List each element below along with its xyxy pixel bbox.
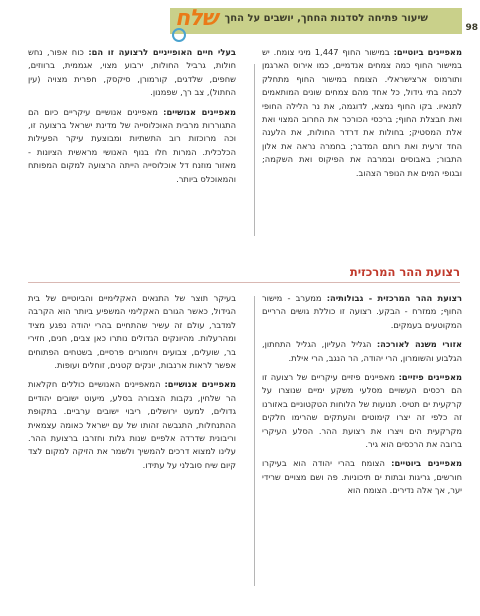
column-right-bottom [262, 292, 462, 504]
paragraph-text: המאפיינים האנושיים כוללים חקלאות הר שלחין, נקבות הצבורה בסלע, מיעוט ישובים יהודיים גדולים, למעט ירושלים, ריבוי ישובים ערביים. בתקופת ההתנחלות, התגבשה זהותו של עם ישראל כאומה עצמאית וריבונית שדרדה אלפיים שנות גלות וחזרבו ברצועת ההר. עלינו למצוא דרכים להמשיך ולשמר את הזיקה למקום לצד קיום שיח סובלני על עתידו. [28, 379, 236, 470]
paragraph-text: מאפיינים אנושיים עיקריים כיום הם התגוררות מרבית האוכלוסייה של מדינת ישראל ברצועה זו, וכה מרוכזות רוב התשתיות ומבוצעת עיקר הפעילות הכלכלית. המרות חלו בנוף האנושי מראשית הציונות - מאזור מוזנח דל אוכלוסייה הייתה הרצועה למקום המפותח והמאוכלס ביותר. [28, 106, 236, 184]
paragraph [262, 371, 462, 451]
publisher-logo [170, 2, 225, 40]
paragraph-text: במישור החוף 1,447 מיני צומח. יש במישור החוף כמה צמחים אנדמיים, כמו אירוס הארגמן ותורמוס ארצישראלי. הצומח במישור החוף מתחלק לכמה בתי גידול, כל אחד מהם צמחים שונים המותאמים לתנאיו. בקו החוף נמצא, לדוגמה, את נר הלילה החופי ואת חבצלת החוף; ברכסי הכורכר את החרוב המצוי ואת אלת המסטיק; בחולות את דרדר החולות, את הלענה החד זרעית ואת רותם המדבר; בחמרה נראה את אלון התבור; באבוסים ובמרבה את הפיקוס ואת השקמה; ובגופי המים את הנופר הצהוב. [262, 47, 462, 178]
paragraph-text: הצומח בהרי יהודה הוא בעיקרו חורשים, גריגות ובתות ים תיכוניות. פה ושם מצויים שרידי יער, אך אלה נדירים. הצומח הוא [262, 458, 462, 496]
paragraph-lead: מאפיינים ביוטיים: [393, 47, 462, 57]
paragraph-lead: אזורי משנה לאורכה: [376, 339, 462, 350]
section-title: רצועת ההר המרכזית [349, 265, 460, 279]
logo-text: שלח [175, 6, 217, 31]
paragraph-lead: רצועת ההר המרכזית - גבולותיה: [326, 293, 462, 303]
column-left-top [28, 46, 236, 192]
header-title: שיעור פתיחה לסדנות החחך, יושבים על החך [224, 13, 428, 24]
paragraph-text: בעיקר תוצר של התנאים האקלימיים והביוטיים של בית הגידול, כאשר הגורם האקלימי המשפיע ביותר הוא הקרבה למדבר, עולם זה עשיר שהתחיים בהרי יהודה נפגע מציד ומהרעלות. מהיונקים הגדולים נותרו כאן צבים, חנים, חזירי בר, שועלים, צבועים ויחמורים פרסיים, בשטחים הפתוחים אפשר לראות ארנבות, יונקים קטנים, זוחלים ועופות. [28, 293, 236, 371]
paragraph-text: מאפיינים פיזיים עיקריים של רצועה זו הם רכסים העשויים מסלעי משקע ימיים שנוצרו על קרקעית ים תטיס. תנועות של הלוחות הטקטוניים באזורנו זה כלפי זה יצרו קימוטים והעתקים שהרימו חלקים מקרקעית הים ויצרו את רצועת ההר. הסלע העיקרי ברובה את הרכסים הוא גיר. [262, 372, 462, 450]
column-right-top [262, 46, 462, 186]
paragraph [262, 46, 462, 180]
paragraph-text: הגליל העליון, הגליל התחתון, הגלבוע והשומרון, הרי יהודה, הר הנגב, הרי אילת. [262, 339, 462, 363]
paragraph-lead: בעלי חיים האופייניים לרצועה זו הם: [88, 47, 236, 57]
page-header [0, 0, 480, 46]
paragraph-text: ממערב - מישור החוף; ממזרח - הבקע. רצועה זו כוללת גושים הרריים המקוטעים בעמקים. [262, 293, 462, 330]
paragraph-lead: מאפיינים ביוטיים: [391, 458, 462, 469]
paragraph [262, 338, 462, 365]
page-number: 98 [465, 23, 478, 33]
paragraph [262, 292, 462, 332]
paragraph [28, 46, 236, 100]
column-divider [254, 296, 255, 586]
section-divider [28, 282, 460, 283]
paragraph [262, 457, 462, 497]
paragraph [28, 292, 236, 372]
paragraph-lead: מאפיינים פיזיים: [398, 372, 462, 383]
logo-ring-icon [172, 28, 186, 42]
column-divider [254, 64, 255, 236]
paragraph-lead: מאפיינים אנושיים: [163, 106, 236, 117]
paragraph [28, 378, 236, 472]
paragraph-lead: מאפיינים אנושיים: [164, 379, 236, 390]
page-number-box [464, 8, 480, 34]
column-left-bottom [28, 292, 236, 478]
paragraph [28, 106, 236, 186]
paragraph-text: כוח אפור, נחש חולות, גרביל החולות, ירבוע מצוי, אגממית, ברווזים, שחפים, שלדגים, קורמורן, סיקסק, חפרית מצויה (עין החתול), צב רך, שפמנון. [28, 47, 236, 98]
